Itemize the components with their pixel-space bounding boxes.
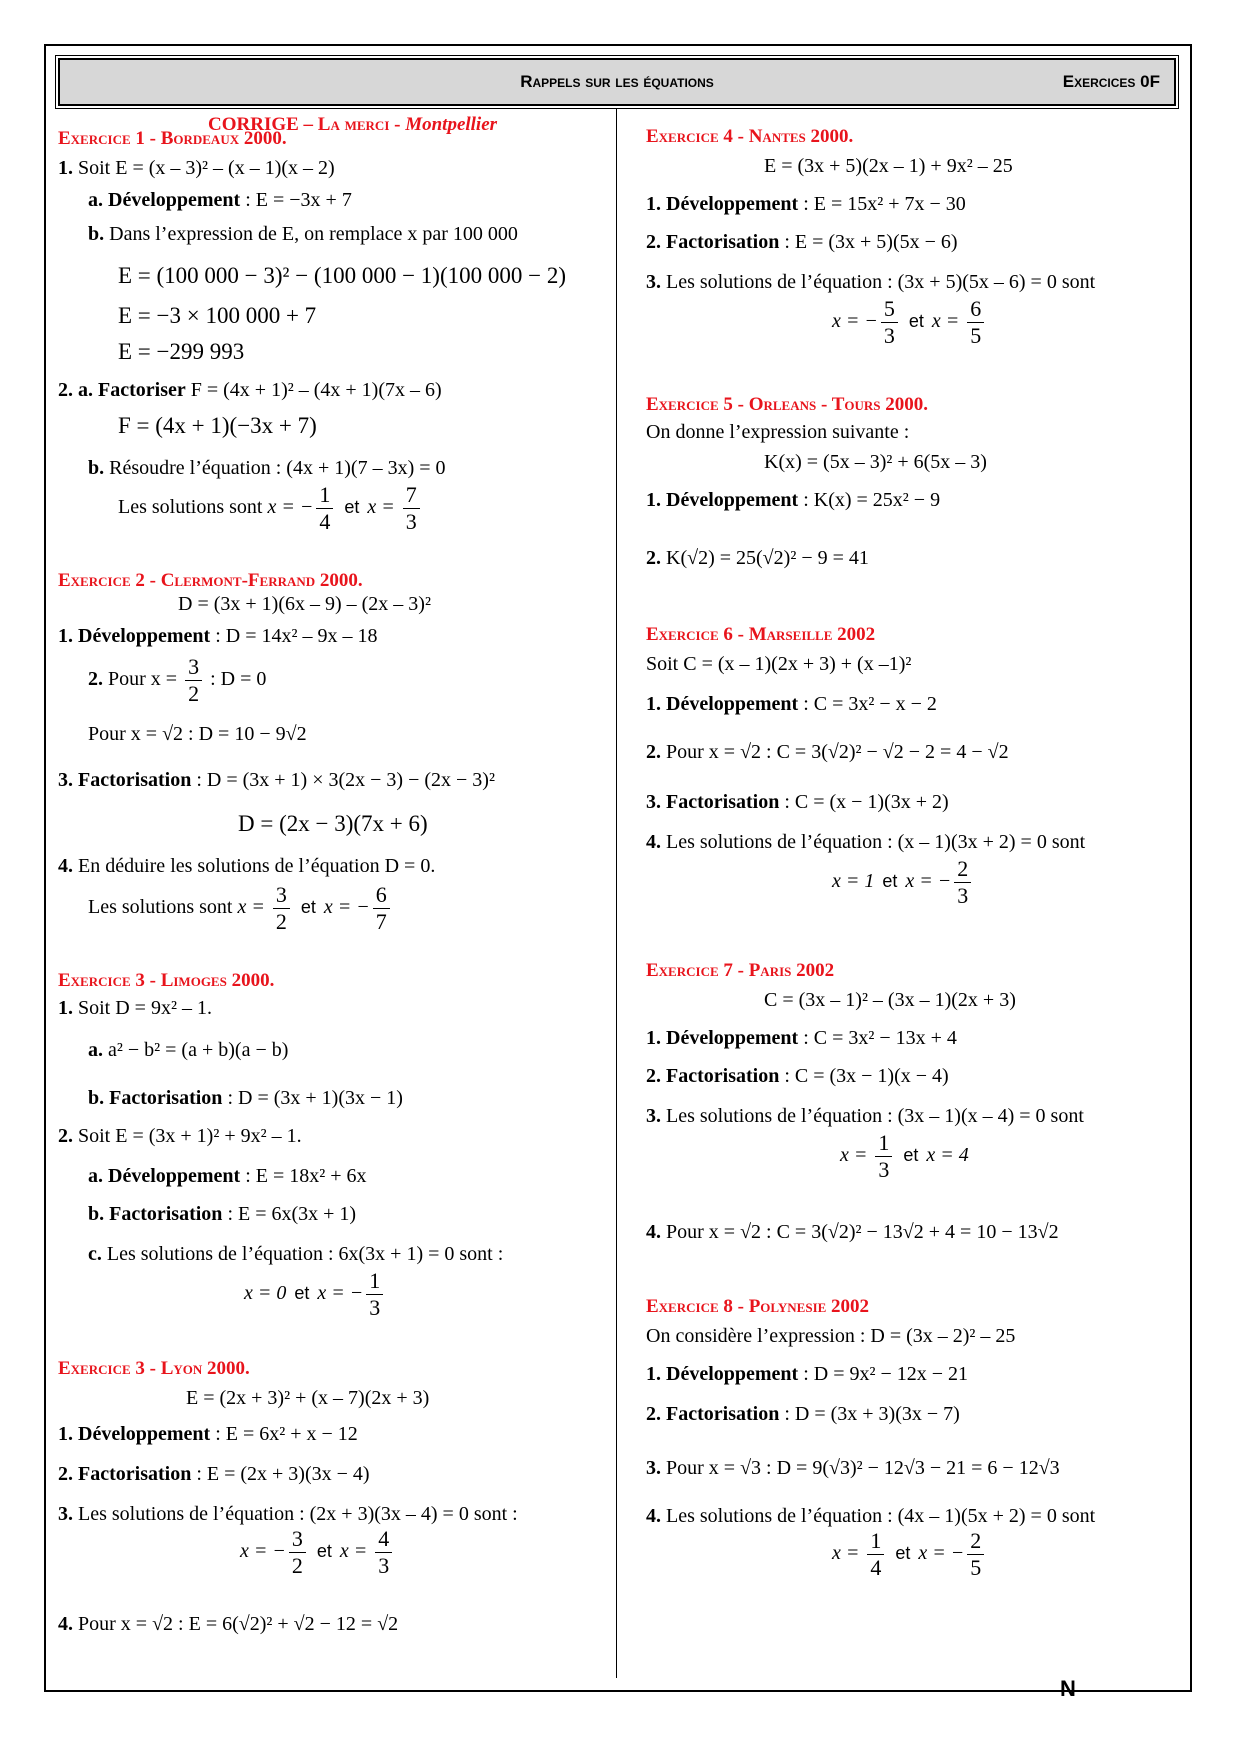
item-label: 4. [58,855,73,877]
denominator: 5 [970,323,982,348]
math-line [832,296,987,349]
math-term: x = − $\frac{2}{5}$ [918,1542,987,1564]
math-term: x = 0 [244,1282,287,1305]
math-line: 1. Soit D = 9x² – 1. [58,997,212,1019]
denominator: 5 [970,1555,982,1580]
math-line: Soit C = (x – 1)(2x + 3) + (x –1)² [646,653,912,675]
fraction [366,1268,383,1321]
math-line: 3. Les solutions de l’équation : (3x + 5)(5x – 6) = 0 sont [646,271,1096,293]
math-line: 1. Développement : K(x) = 25x² − 9 [646,489,941,511]
exercise-heading: Exercice 3 - Limoges 2000. [58,970,275,991]
fraction [954,856,971,909]
math-term: x = − $\frac{5}{3}$ [832,310,901,332]
item-label: 2. a. Factoriser [58,379,186,401]
denominator: 2 [291,1553,303,1578]
item-label: 2. Factorisation [646,1065,780,1087]
fraction [403,482,420,535]
math-line: Les solutions sont x = $\frac{3}{2}$ et x = − $\frac{6}{7}$ [88,882,393,935]
math-term: x = $\frac{4}{3}$ [340,1540,395,1562]
math-line: 1. Développement : C = 3x² − 13x + 4 [646,1027,957,1049]
item-label: a. [88,1039,103,1061]
item-label: 2. Factorisation [58,1463,192,1485]
item-label: 2. Factorisation [646,1403,780,1425]
math-line: 4. En déduire les solutions de l’équation D = 0. [58,855,436,877]
math-line: D = (2x − 3)(7x + 6) [238,811,428,836]
math-line: K(x) = (5x – 3)² + 6(5x – 3) [764,451,987,473]
math-line: a. Développement : E = 18x² + 6x [88,1165,367,1187]
exercise-heading: Exercice 4 - Nantes 2000. [646,126,854,147]
document-title: CORRIGE – La merci - Montpellier [208,114,498,135]
math-line: 2. Pour x = √2 : C = 3(√2)² − √2 − 2 = 4 − √2 [646,741,1009,763]
fraction [373,882,390,935]
numerator: 1 [875,1130,892,1157]
math-line: F = (4x + 1)(−3x + 7) [118,413,317,438]
math-line: b. Factorisation : E = 6x(3x + 1) [88,1203,357,1225]
math-line: On considère l’expression : D = (3x – 2)² – 25 [646,1325,1016,1347]
math-line: a. Développement : E = −3x + 7 [88,189,352,211]
numerator: 6 [967,296,984,323]
denominator: 3 [378,1553,390,1578]
math-line: E = −299 993 [118,339,245,364]
exercise-heading: Exercice 1 - Bordeaux 2000. [58,128,287,149]
fraction [867,1528,884,1581]
math-line: D = (3x + 1)(6x – 9) – (2x – 3)² [178,593,431,615]
math-line: 3. Factorisation : D = (3x + 1) × 3(2x − 3) − (2x − 3)² [58,769,495,791]
header-code: Exercices 0F [1062,72,1160,91]
math-line: 2. Factorisation : D = (3x + 3)(3x − 7) [646,1403,960,1425]
denominator: 4 [319,509,331,534]
math-line: E = (2x + 3)² + (x – 7)(2x + 3) [186,1387,430,1409]
item-label: 4. [646,1505,661,1527]
math-line: 2. Factorisation : E = (2x + 3)(3x − 4) [58,1463,370,1485]
math-line: 3. Les solutions de l’équation : (2x + 3)(3x – 4) = 0 sont : [58,1503,518,1525]
item-label: 3. [58,1503,73,1525]
math-line: 3. Les solutions de l’équation : (3x – 1)(x – 4) = 0 sont [646,1105,1084,1127]
conjunction-et: et [300,897,316,918]
conjunction-et: et [908,311,924,332]
conjunction-et: et [903,1145,919,1166]
fraction [881,296,898,349]
math-term: x = $\frac{7}{3}$ [367,496,422,518]
item-label: b. [88,457,105,479]
denominator: 2 [188,681,200,706]
numerator: 1 [366,1268,383,1295]
footer-mark: N [1060,1676,1076,1701]
item-label: b. Factorisation [88,1087,223,1109]
math-line: 4. Les solutions de l’équation : (x – 1)(3x + 2) = 0 sont [646,831,1086,853]
numerator: 5 [881,296,898,323]
conjunction-et: et [316,1541,332,1562]
column-divider [616,108,617,1678]
math-line: E = −3 × 100 000 + 7 [118,303,317,328]
item-label: 1. [58,997,73,1019]
math-line: 3. Pour x = √3 : D = 9(√3)² − 12√3 − 21 = 6 − 12√3 [646,1457,1060,1479]
numerator: 3 [185,654,202,681]
fraction [273,882,290,935]
denominator: 3 [957,883,969,908]
math-line: 2. K(√2) = 25(√2)² − 9 = 41 [646,547,869,569]
header-title: Rappels sur les équations [520,72,714,91]
fraction [875,1130,892,1183]
math-line [240,1526,395,1579]
item-label: 1. Développement [58,625,211,647]
conjunction-et: et [882,871,898,892]
math-line: 3. Factorisation : C = (x − 1)(3x + 2) [646,791,949,813]
math-line [244,1268,386,1321]
numerator: 7 [403,482,420,509]
item-label: 1. Développement [646,1363,799,1385]
item-label: 4. [58,1613,73,1635]
numerator: 3 [273,882,290,909]
fraction [316,482,333,535]
math-line [832,856,974,909]
math-line [840,1130,969,1183]
math-line: 1. Développement : D = 9x² − 12x − 21 [646,1363,969,1385]
math-line [832,1528,987,1581]
exercise-heading: Exercice 7 - Paris 2002 [646,960,835,981]
conjunction-et: et [294,1283,310,1304]
numerator: 4 [375,1526,392,1553]
math-term: x = − $\frac{6}{7}$ [324,896,393,918]
math-line: On donne l’expression suivante : [646,421,910,443]
item-label: 4. [646,831,661,853]
item-label: 4. [646,1221,661,1243]
item-label: 3. Factorisation [58,769,192,791]
math-line: 4. Pour x = √2 : E = 6(√2)² + √2 − 12 = √2 [58,1613,399,1635]
item-label: a. Développement [88,1165,241,1187]
exercise-heading: Exercice 2 - Clermont-Ferrand 2000. [58,570,363,591]
math-term: x = − $\frac{2}{3}$ [905,870,974,892]
item-label: 2. [646,741,661,763]
exercise-heading: Exercice 8 - Polynesie 2002 [646,1296,870,1317]
exercise-heading: Exercice 6 - Marseille 2002 [646,624,876,645]
numerator: 1 [867,1528,884,1555]
math-line: b. Factorisation : D = (3x + 1)(3x − 1) [88,1087,403,1109]
item-label: 1. [58,157,73,179]
math-line: 1. Soit E = (x – 3)² – (x – 1)(x – 2) [58,157,335,179]
math-line: 2. Factorisation : E = (3x + 5)(5x − 6) [646,231,958,253]
conjunction-et: et [895,1543,911,1564]
fraction [375,1526,392,1579]
numerator: 3 [289,1526,306,1553]
math-line: C = (3x – 1)² – (3x – 1)(2x + 3) [764,989,1016,1011]
math-line: 2. Factorisation : C = (3x − 1)(x − 4) [646,1065,949,1087]
math-term: x = $\frac{1}{4}$ [832,1542,887,1564]
item-label: 3. [646,1457,661,1479]
denominator: 2 [275,909,287,934]
item-label: 3. [646,271,661,293]
exercise-heading: Exercice 3 - Lyon 2000. [58,1358,250,1379]
math-line: 1. Développement : E = 15x² + 7x − 30 [646,193,966,215]
math-line: 2. a. Factoriser F = (4x + 1)² – (4x + 1)(7x – 6) [58,379,442,401]
math-line: 4. Pour x = √2 : C = 3(√2)² − 13√2 + 4 = 10 − 13√2 [646,1221,1059,1243]
exercise-heading: Exercice 5 - Orleans - Tours 2000. [646,394,928,415]
math-term: x = 4 [926,1144,969,1167]
math-line: 1. Développement : D = 14x² – 9x – 18 [58,625,378,647]
fraction [967,1528,984,1581]
math-term: x = $\frac{1}{3}$ [840,1144,895,1166]
math-line: 2. Pour x = $\frac{3}{2}$ : D = 0 [88,654,267,706]
math-term: x = − $\frac{1}{3}$ [317,1282,386,1304]
math-line: 1. Développement : E = 6x² + x − 12 [58,1423,358,1445]
denominator: 3 [405,509,417,534]
math-line: b. Dans l’expression de E, on remplace x par 100 000 [88,223,518,245]
item-label: 2. [58,1125,73,1147]
header-bar [58,58,1176,106]
numerator: 6 [373,882,390,909]
item-label: 1. Développement [646,1027,799,1049]
denominator: 3 [883,323,895,348]
math-line: 4. Les solutions de l’équation : (4x – 1)(5x + 2) = 0 sont [646,1505,1096,1527]
numerator: 1 [316,482,333,509]
item-label: 1. Développement [646,193,799,215]
math-line: c. Les solutions de l’équation : 6x(3x + 1) = 0 sont : [88,1243,504,1265]
item-label: b. [88,223,105,245]
math-term: x = $\frac{3}{2}$ [237,896,292,918]
math-line: Les solutions sont x = − $\frac{1}{4}$ et x = $\frac{7}{3}$ [118,482,423,535]
conjunction-et: et [344,497,360,518]
math-line: Pour x = √2 : D = 10 − 9√2 [88,723,307,745]
math-term [182,654,205,706]
item-label: b. Factorisation [88,1203,223,1225]
item-label: 2. [646,547,661,569]
fraction [185,654,202,707]
fraction [289,1526,306,1579]
item-label: 1. Développement [58,1423,211,1445]
item-label: 2. [88,668,103,691]
denominator: 3 [878,1157,890,1182]
item-label: 2. Factorisation [646,231,780,253]
math-line: a. a² − b² = (a + b)(a − b) [88,1039,289,1061]
numerator: 2 [954,856,971,883]
denominator: 7 [375,909,387,934]
item-label: 1. Développement [646,489,799,511]
math-line: b. Résoudre l’équation : (4x + 1)(7 – 3x) = 0 [88,457,446,479]
math-term: x = $\frac{6}{5}$ [932,310,987,332]
math-term: x = − $\frac{3}{2}$ [240,1540,309,1562]
item-label: 3. [646,1105,661,1127]
math-line: E = (3x + 5)(2x – 1) + 9x² – 25 [764,155,1013,177]
numerator: 2 [967,1528,984,1555]
item-label: a. Développement [88,189,241,211]
denominator: 4 [870,1555,882,1580]
item-label: 3. Factorisation [646,791,780,813]
math-line: 1. Développement : C = 3x² − x − 2 [646,693,937,715]
denominator: 3 [369,1295,381,1320]
math-term: x = 1 [832,870,875,893]
item-label: 1. Développement [646,693,799,715]
math-line: 2. Soit E = (3x + 1)² + 9x² – 1. [58,1125,302,1147]
math-term: x = − $\frac{1}{4}$ [267,496,336,518]
fraction [967,296,984,349]
math-line: E = (100 000 − 3)² − (100 000 − 1)(100 000 − 2) [118,263,567,288]
item-label: c. [88,1243,102,1265]
